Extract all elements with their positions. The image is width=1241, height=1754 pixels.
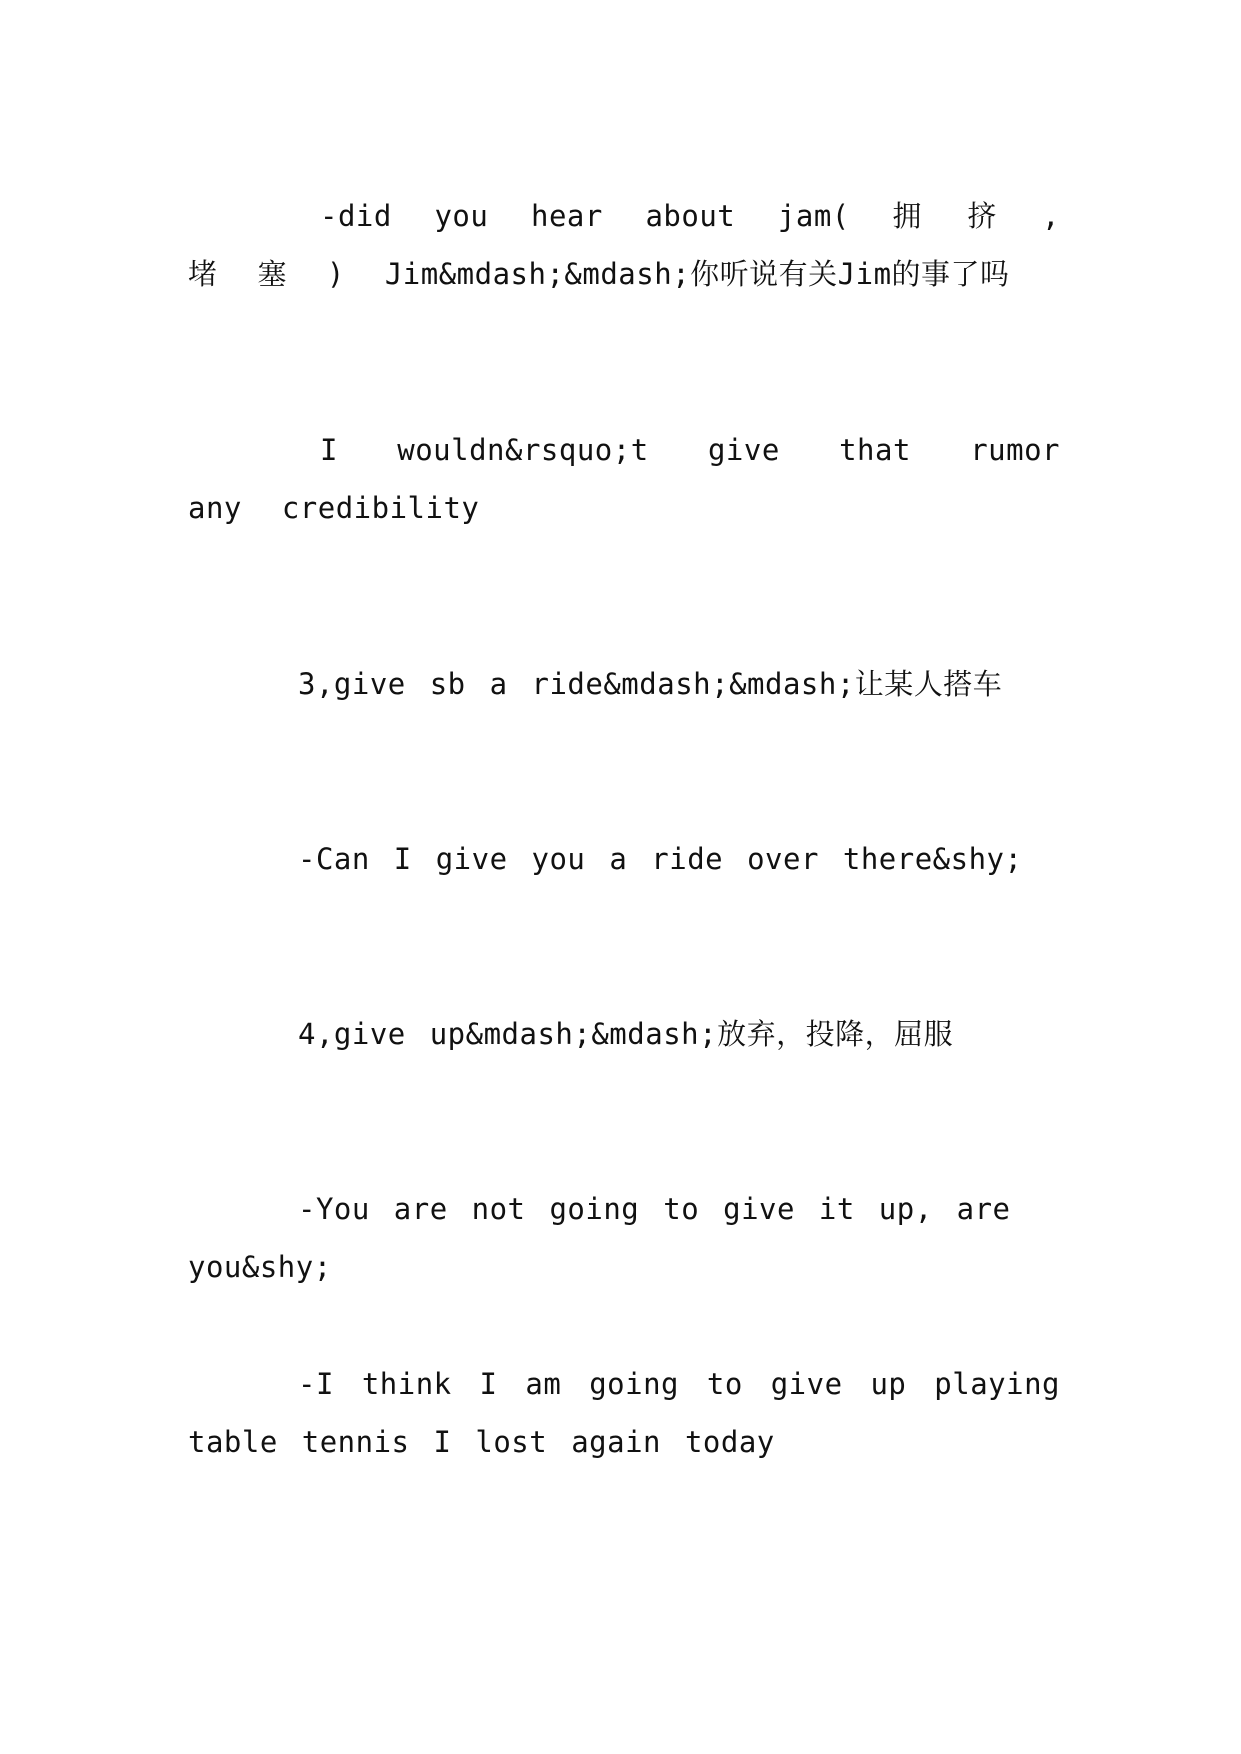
paragraph-give-ride-definition: 3,give sb a ride&mdash;&mdash;让某人搭车 bbox=[298, 667, 1003, 701]
paragraph-give-up-example: -You are not going to give it up, are you&shy; bbox=[188, 1192, 1011, 1284]
paragraph-rumor-credibility: I wouldn&rsquo;t give that rumor any credibility bbox=[188, 433, 1060, 525]
paragraph-give-ride-example: -Can I give you a ride over there&shy; bbox=[298, 842, 1023, 876]
paragraph-jam-example: -did you hear about jam( 拥 挤 , 堵 塞 ) Jim&mdash;&mdash;你听说有关Jim的事了吗 bbox=[188, 199, 1060, 291]
paragraph-table-tennis-example: -I think I am going to give up playing table tennis I lost again today bbox=[188, 1367, 1060, 1459]
paragraph-give-up-definition: 4,give up&mdash;&mdash;放弃，投降，屈服 bbox=[298, 1017, 954, 1051]
